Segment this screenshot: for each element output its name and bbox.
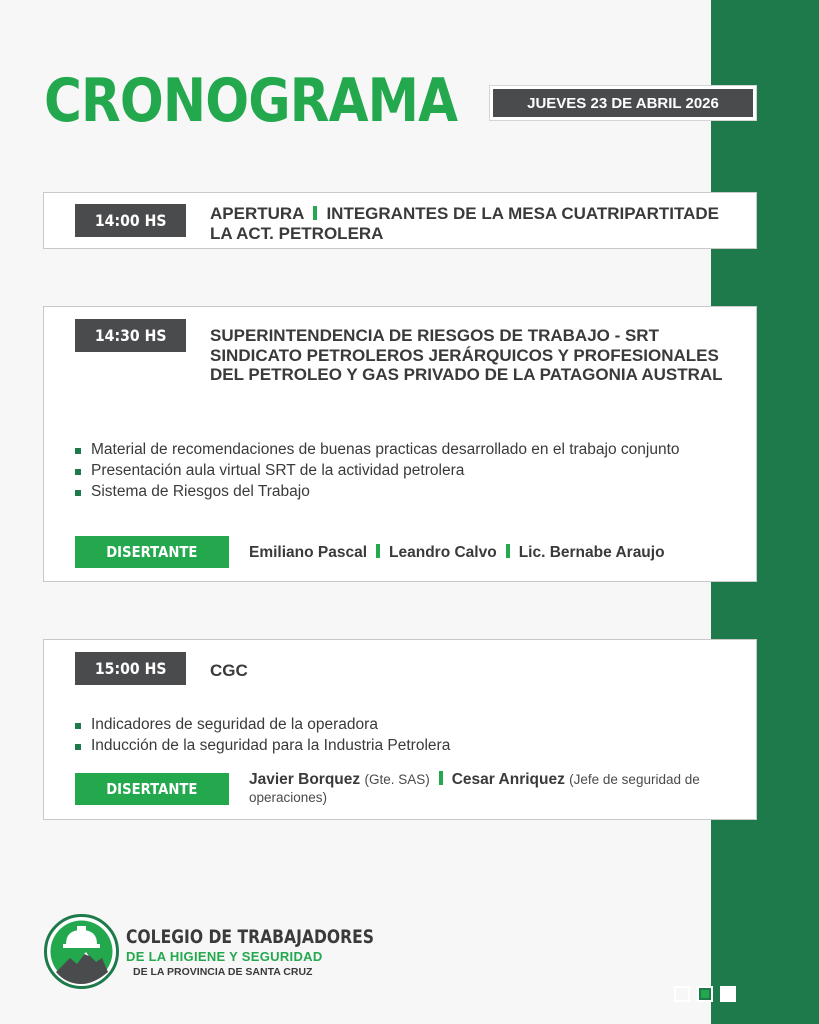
time-label: 15:00 HS <box>94 659 167 678</box>
page-title: CRONOGRAMA <box>44 66 458 136</box>
list-item: Material de recomendaciones de buenas practicas desarrollado en el trabajo conjunto <box>75 441 696 459</box>
list-item: Indicadores de seguridad de la operadora <box>75 716 696 734</box>
session-headline: CGC <box>210 661 248 680</box>
list-item: Inducción de la seguridad para la Industria Petrolera <box>75 737 696 755</box>
session-card-1500 <box>43 639 757 820</box>
list-item: Presentación aula virtual SRT de la actividad petrolera <box>75 462 696 480</box>
session-headline <box>210 204 726 243</box>
headline-part1: APERTURA <box>210 204 305 223</box>
page-indicator-2[interactable] <box>697 986 713 1002</box>
speaker-label-badge <box>75 536 229 568</box>
speaker-role: (Jefe de seguridad de operaciones) <box>249 772 700 805</box>
date-badge: JUEVES 23 DE ABRIL 2026 <box>490 86 756 120</box>
list-item: Sistema de Riesgos del Trabajo <box>75 483 696 501</box>
session-headline: SUPERINTENDENCIA DE RIESGOS DE TRABAJO - SRT SINDICATO PETROLEROS JERÁRQUICOS Y PROFESIONALES DEL PETROLEO Y GAS PRIVADO DE LA PATAGONIA AUSTRAL <box>210 326 723 384</box>
topic-list <box>75 441 696 504</box>
speaker-name: Cesar Anriquez <box>451 771 565 788</box>
org-name-line2: DE LA HIGIENE Y SEGURIDAD <box>126 949 323 964</box>
time-label: 14:30 HS <box>94 326 167 345</box>
time-tag <box>75 204 186 237</box>
speaker-list <box>249 771 738 807</box>
separator-bar <box>376 544 380 558</box>
speaker-name: Lic. Bernabe Araujo <box>518 544 665 561</box>
org-name-line3: DE LA PROVINCIA DE SANTA CRUZ <box>133 966 313 978</box>
speaker-label-badge <box>75 773 229 805</box>
speaker-label: DISERTANTE <box>106 543 198 561</box>
page-indicator-3[interactable] <box>720 986 736 1002</box>
session-card-1400 <box>43 192 757 249</box>
time-tag <box>75 652 186 685</box>
time-label: 14:00 HS <box>94 211 167 230</box>
speaker-role: (Gte. SAS) <box>364 772 430 787</box>
separator-bar <box>506 544 510 558</box>
speaker-label: DISERTANTE <box>106 780 198 798</box>
separator-bar <box>439 771 443 785</box>
headline-part2: INTEGRANTES DE LA MESA CUATRIPARTITADE LA ACT. PETROLERA <box>210 204 720 243</box>
speaker-name: Emiliano Pascal <box>249 544 368 561</box>
time-tag <box>75 319 186 352</box>
speaker-name: Javier Borquez <box>249 771 361 788</box>
topic-list <box>75 716 696 758</box>
speaker-name: Leandro Calvo <box>389 544 497 561</box>
separator-bar <box>313 206 317 220</box>
session-card-1430 <box>43 306 757 582</box>
college-logo-icon <box>44 914 119 989</box>
page-indicator-1[interactable] <box>674 986 690 1002</box>
org-name-line1: COLEGIO DE TRABAJADORES <box>126 926 375 948</box>
speaker-list <box>249 544 738 562</box>
